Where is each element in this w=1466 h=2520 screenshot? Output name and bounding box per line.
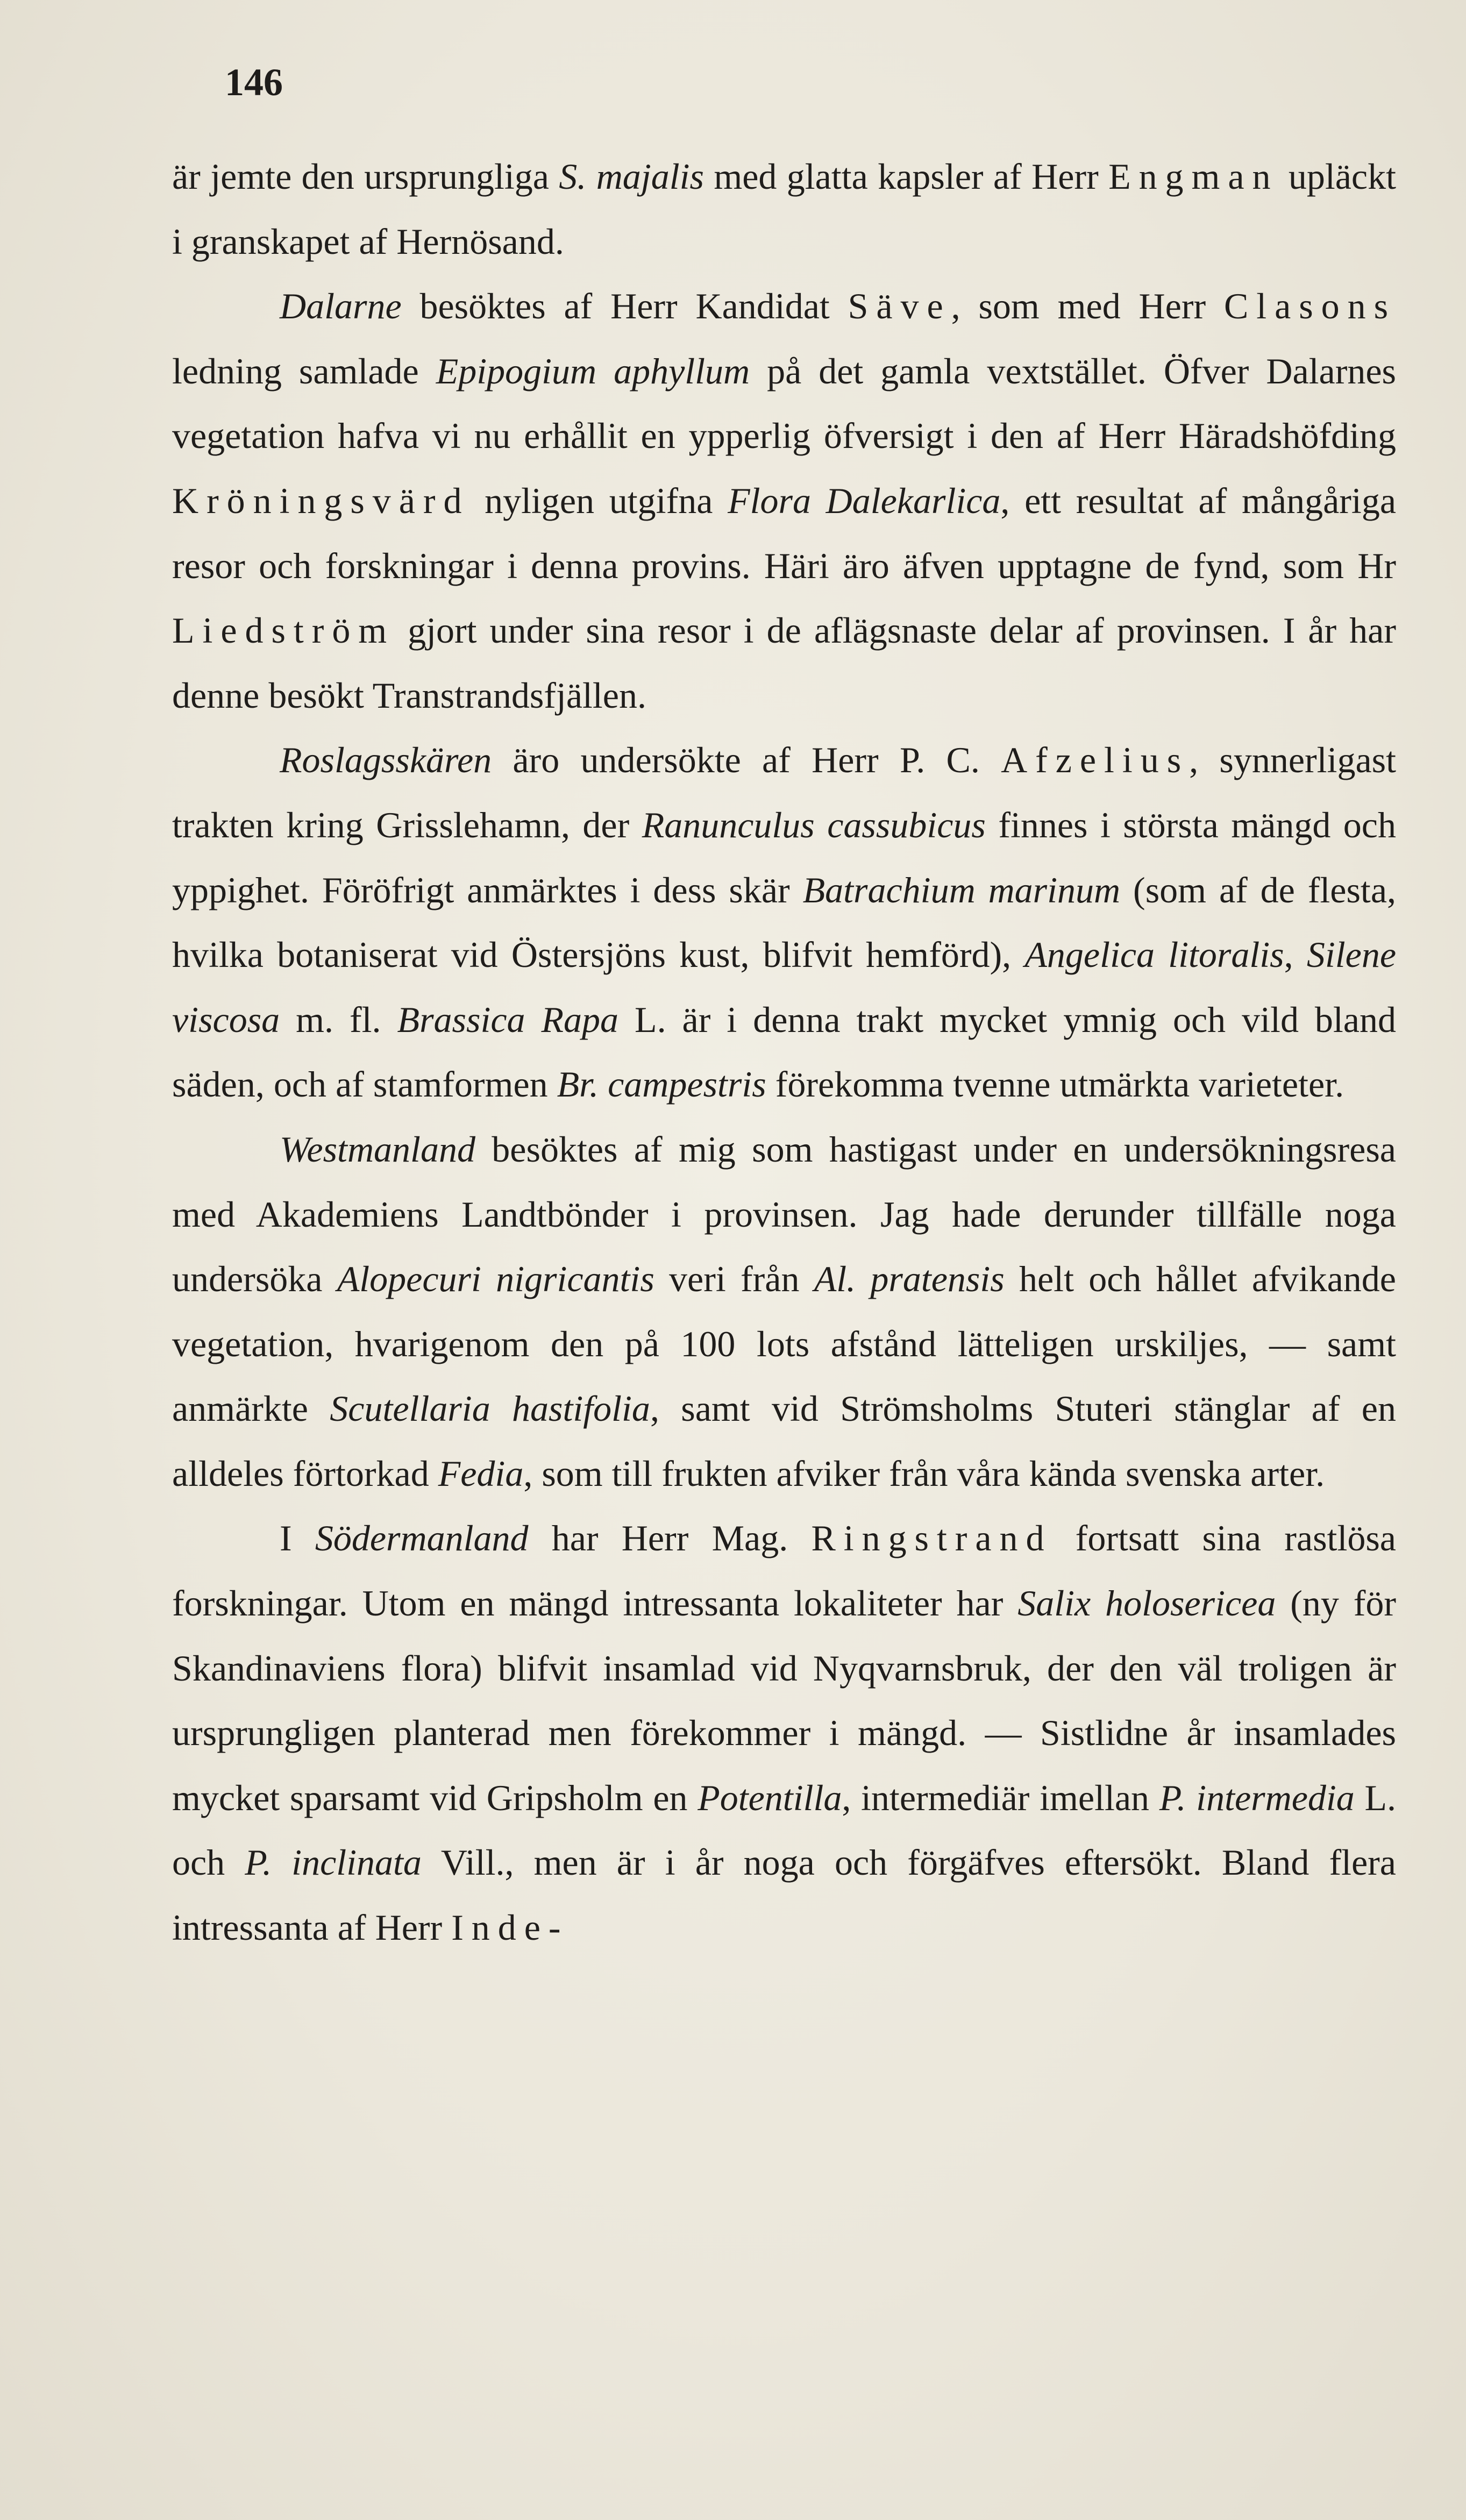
- italic-term: Silene viscosa: [172, 934, 1397, 1040]
- italic-term: Westmanland: [280, 1128, 475, 1170]
- text-run: har Herr Mag.: [528, 1518, 812, 1559]
- italic-term: P. intermedia: [1159, 1777, 1355, 1818]
- text-run: [586, 156, 596, 197]
- italic-term: majalis: [596, 156, 704, 197]
- italic-term: Ranunculus cassubicus: [642, 804, 986, 845]
- spaced-name: Liedström: [172, 610, 395, 651]
- text-run: besöktes af Herr Kandidat: [401, 286, 848, 327]
- text-run: , som till frukten afviker från våra kända svenska arter.: [523, 1453, 1325, 1494]
- italic-term: Br. campestris: [557, 1064, 766, 1105]
- italic-term: Epipogium aphyllum: [436, 350, 750, 391]
- text-run: , synnerligast trakten kring Grisslehamn, der: [172, 739, 1396, 845]
- text-run: m. fl.: [280, 999, 397, 1040]
- italic-term: Al. pratensis: [814, 1258, 1005, 1300]
- text-run: upläckt i granskapet af Hernösand.: [172, 156, 1396, 262]
- spaced-name: Clasons: [1223, 286, 1397, 327]
- italic-term: Fedia: [438, 1453, 524, 1494]
- text-run: ,: [1284, 934, 1307, 976]
- spaced-name: Inde-: [451, 1907, 569, 1948]
- text-run: veri från: [654, 1258, 814, 1300]
- text-run: är jemte den ursprungliga: [172, 156, 559, 197]
- italic-term: Brassica Rapa: [397, 999, 619, 1040]
- italic-term: Flora Dalekarlica: [728, 480, 1001, 521]
- italic-term: Roslagsskären: [280, 739, 492, 781]
- text-run: L. och: [172, 1777, 1397, 1883]
- text-run: , samt vid Strömsholms Stuteri stänglar af en alldeles förtorkad: [172, 1388, 1396, 1494]
- text-run: , ett resultat af mångåriga resor och forskningar i denna provins. Häri äro äfven upptagne de fynd, som Hr: [172, 480, 1397, 586]
- paragraph: [172, 1506, 1396, 1960]
- text-run: på det gamla vextstället. Öfver Dalarnes vegetation hafva vi nu erhållit en ypperlig öfversigt i den af Herr Häradshöfding: [172, 350, 1397, 457]
- text-run: äro undersökte af Herr P. C.: [492, 739, 1001, 781]
- paragraph: [172, 728, 1396, 1117]
- text-run: gjort under sina resor i de aflägsnaste delar af provinsen. I år har denne besökt Transtrandsfjällen.: [172, 610, 1396, 716]
- text-run: Vill., men är i år noga och förgäfves eftersökt. Bland flera intressanta af Herr: [172, 1842, 1396, 1948]
- text-run: , som med Herr: [951, 286, 1224, 327]
- text-run: helt och hållet afvikande vegetation, hvarigenom den på 100 lots afstånd lätteligen urskiljes, — samt anmärkte: [172, 1258, 1396, 1429]
- spaced-name: Afzelius: [1001, 739, 1190, 781]
- text-run: finnes i största mängd och yppighet. Föröfrigt anmärktes i dess skär: [172, 804, 1396, 910]
- text-run: I: [280, 1518, 315, 1559]
- text-run: förekomma tvenne utmärkta varieteter.: [766, 1064, 1344, 1105]
- spaced-name: Engman: [1108, 156, 1279, 197]
- spaced-name: Säve: [848, 286, 951, 327]
- italic-term: Södermanland: [315, 1518, 529, 1559]
- italic-term: Angelica litoralis: [1024, 934, 1284, 976]
- text-run: besöktes af mig som hastigast under en undersökningsresa med Akademiens Landtbönder i provinsen. Jag hade derunder tillfälle noga undersöka: [172, 1128, 1396, 1300]
- body-text: [172, 144, 1396, 1960]
- text-run: ledning samlade: [172, 350, 436, 391]
- italic-term: Potentilla: [698, 1777, 842, 1818]
- text-run: fortsatt sina rastlösa forskningar. Utom en mängd intressanta lokaliteter har: [172, 1518, 1396, 1624]
- text-run: (ny för Skandinaviens flora) blifvit insamlad vid Nyqvarnsbruk, der den väl troligen är ursprungligen planterad men förekommer i mängd. — Sistlidne år insamlades mycket sparsamt vid Gripsholm en: [172, 1583, 1396, 1818]
- italic-term: P. inclinata: [245, 1842, 422, 1883]
- paragraph: [172, 1117, 1396, 1506]
- italic-term: Salix holosericea: [1017, 1583, 1276, 1624]
- text-run: L. är i denna trakt mycket ymnig och vild bland säden, och af stamformen: [172, 999, 1396, 1105]
- text-run: , intermediär imellan: [842, 1777, 1159, 1818]
- italic-term: Batrachium marinum: [802, 869, 1121, 910]
- paragraph: [172, 144, 1396, 274]
- spaced-name: Ringstrand: [811, 1518, 1052, 1559]
- italic-term: S.: [559, 156, 587, 197]
- italic-term: Alopecuri nigricantis: [337, 1258, 654, 1300]
- page-number: 146: [225, 61, 283, 104]
- italic-term: Scutellaria hastifolia: [330, 1388, 650, 1429]
- spaced-name: Kröningsvärd: [172, 480, 470, 521]
- text-run: med glatta kapsler af Herr: [703, 156, 1109, 197]
- paragraph: [172, 274, 1396, 728]
- text-run: (som af de flesta, hvilka botaniserat vid Östersjöns kust, blifvit hemförd),: [172, 869, 1396, 976]
- italic-term: Dalarne: [280, 286, 402, 327]
- text-run: nyligen utgifna: [469, 480, 728, 521]
